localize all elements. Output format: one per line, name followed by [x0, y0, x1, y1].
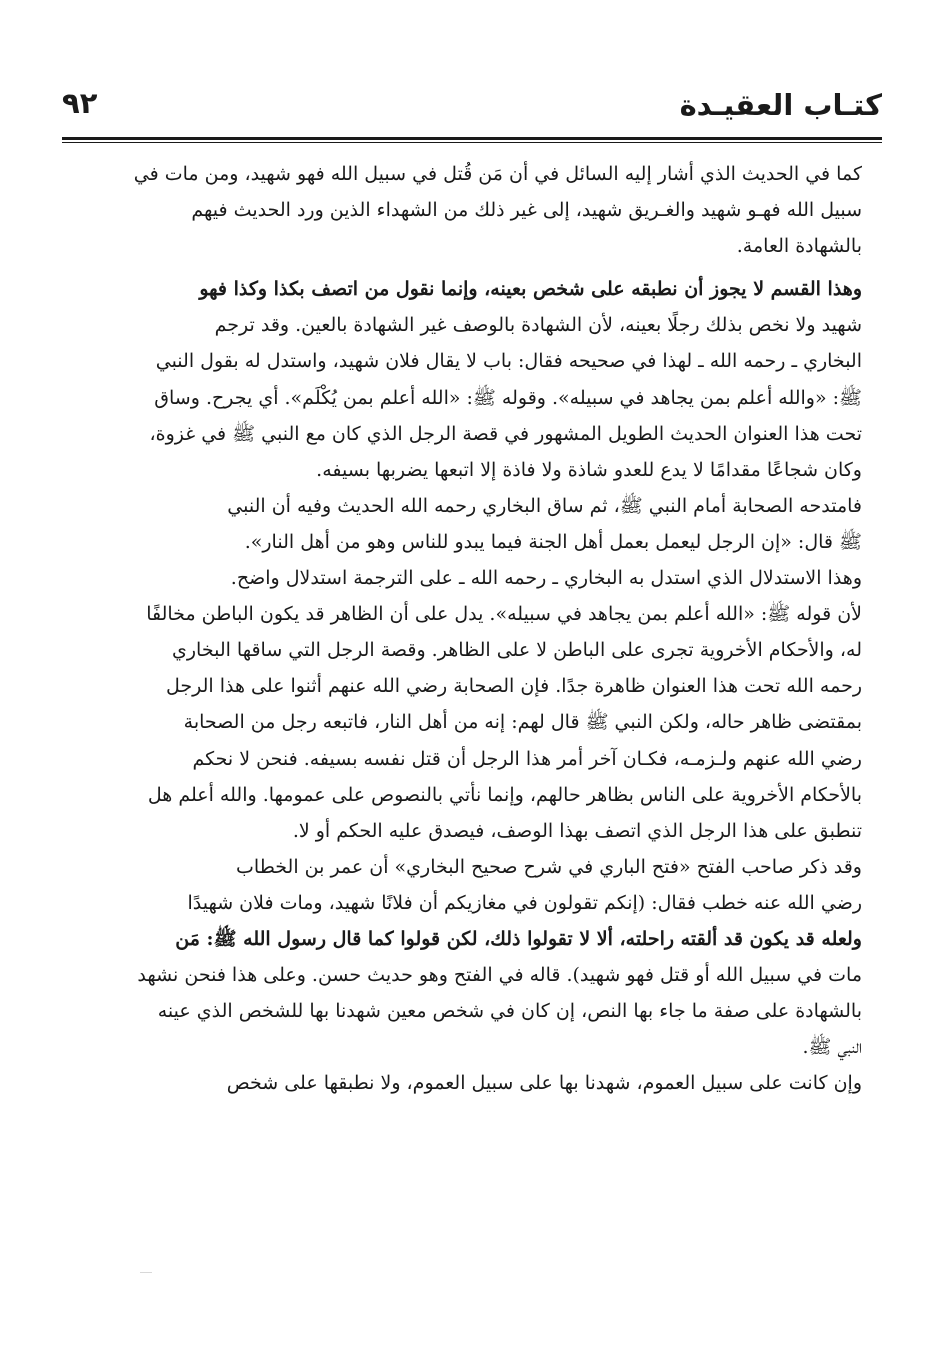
text-line: سبيل الله فهـو شهيد والغـريق شهيد، إلى غير ذلك من الشهداء الذين ورد الحديث فيهم	[191, 199, 862, 222]
text-line: بمقتضى ظاهر حاله، ولكن النبي ﷺ قال لهم: إنه من أهل النار، فاتبعه رجل من الصحابة	[183, 711, 862, 734]
text-line: وهذا الاستدلال الذي استدل به البخاري ـ رحمه الله ـ على الترجمة استدلال واضح.	[230, 567, 862, 590]
text-line: لأن قوله ﷺ: «الله أعلم بمن يجاهد في سبيله». يدل على أن الظاهر قد يكون الباطن مخالفًا	[146, 603, 862, 626]
text-line: بالشهادة على صفة ما جاء بها النص، إن كان في شخص معين شهدنا بها للشخص الذي عينه	[157, 1000, 862, 1023]
text-line: فامتدحه الصحابة أمام النبي ﷺ، ثم ساق البخاري رحمه الله الحديث وفيه أن النبي	[227, 494, 862, 517]
text-line: تنطبق على هذا الرجل الذي اتصف بهذا الوصف، فيصدق عليه الحكم أو لا.	[292, 819, 862, 842]
text-line: وكان شجاعًا مقدامًا لا يدع للعدو شاذة ولا فاذة إلا اتبعها يضربها بسيفه.	[316, 458, 862, 481]
text-line: ﷺ: «والله أعلم بمن يجاهد في سبيله». وقوله ﷺ: «الله أعلم بمن يُكْلَم». أي يجرح. وساق	[154, 386, 862, 409]
text-line: رضي الله عنه خطب فقال: (إنكم تقولون في مغازيكم أن فلانًا شهيد، ومات فلان شهيدًا	[187, 891, 862, 914]
header-rule	[62, 137, 882, 140]
paragraph-gap	[64, 264, 862, 271]
text-line: النبي ﷺ.	[802, 1036, 862, 1059]
text-line: بالشهادة العامة.	[736, 235, 862, 258]
page-number: ٩٢	[62, 86, 98, 120]
text-line: وهذا القسم لا يجوز أن نطبقه على شخص بعينه، وإنما نقول من اتصف بكذا وكذا فهو	[199, 278, 862, 301]
header-rule-thin	[62, 142, 882, 143]
text-line: كما في الحديث الذي أشار إليه السائل في أن مَن قُتل في سبيل الله فهو شهيد، ومن مات في	[133, 163, 862, 185]
text-line: البخاري ـ رحمه الله ـ لهذا في صحيحه فقال: باب لا يقال فلان شهيد، واستدل له بقول النبي	[155, 350, 862, 373]
body-text	[64, 156, 862, 1101]
text-line: بالأحكام الأخروية على الناس بظاهر حالهم، وإنما نأتي بالنصوص على عمومها. والله أعلم هل	[147, 783, 862, 806]
text-line: مات في سبيل الله أو قتل فهو شهيد). قاله في الفتح وهو حديث حسن. وعلى هذا فنحن نشهد	[137, 964, 862, 987]
page-header	[62, 86, 882, 132]
scan-mark	[140, 1272, 152, 1273]
text-line: له، والأحكام الأخروية تجرى على الباطن لا على الظاهر. وقصة الرجل التي ساقها البخاري	[171, 639, 862, 662]
text-line: وقد ذكر صاحب الفتح «فتح الباري في شرح صحيح البخاري» أن عمر بن الخطاب	[236, 855, 862, 878]
text-line: وإن كانت على سبيل العموم، شهدنا بها على سبيل العموم، ولا نطبقها على شخص	[226, 1072, 862, 1095]
text-line: ﷺ قال: «إن الرجل ليعمل بعمل أهل الجنة فيما يبدو للناس وهو من أهل النار».	[244, 530, 862, 553]
text-line: رضي الله عنهم ولـزمـه، فكـان آخر أمر هذا الرجل أن قتل نفسه بسيفه. فنحن لا نحكم	[192, 747, 862, 770]
text-line: رحمه الله تحت هذا العنوان ظاهرة جدًا. فإن الصحابة رضي الله عنهم أثنوا على هذا الرجل	[165, 675, 862, 698]
text-line: شهيد ولا نخص بذلك رجلًا بعينه، لأن الشهادة بالوصف غير الشهادة بالعين. وقد ترجم	[214, 314, 862, 337]
text-line: تحت هذا العنوان الحديث الطويل المشهور في قصة الرجل الذي كان مع النبي ﷺ في غزوة،	[149, 422, 862, 445]
text-line: ولعله قد يكون قد ألقته راحلته، ألا لا تقولوا ذلك، لكن قولوا كما قال رسول الله ﷺ: مَن	[175, 927, 862, 950]
book-title: كتـاب العقيـدة	[679, 88, 882, 122]
